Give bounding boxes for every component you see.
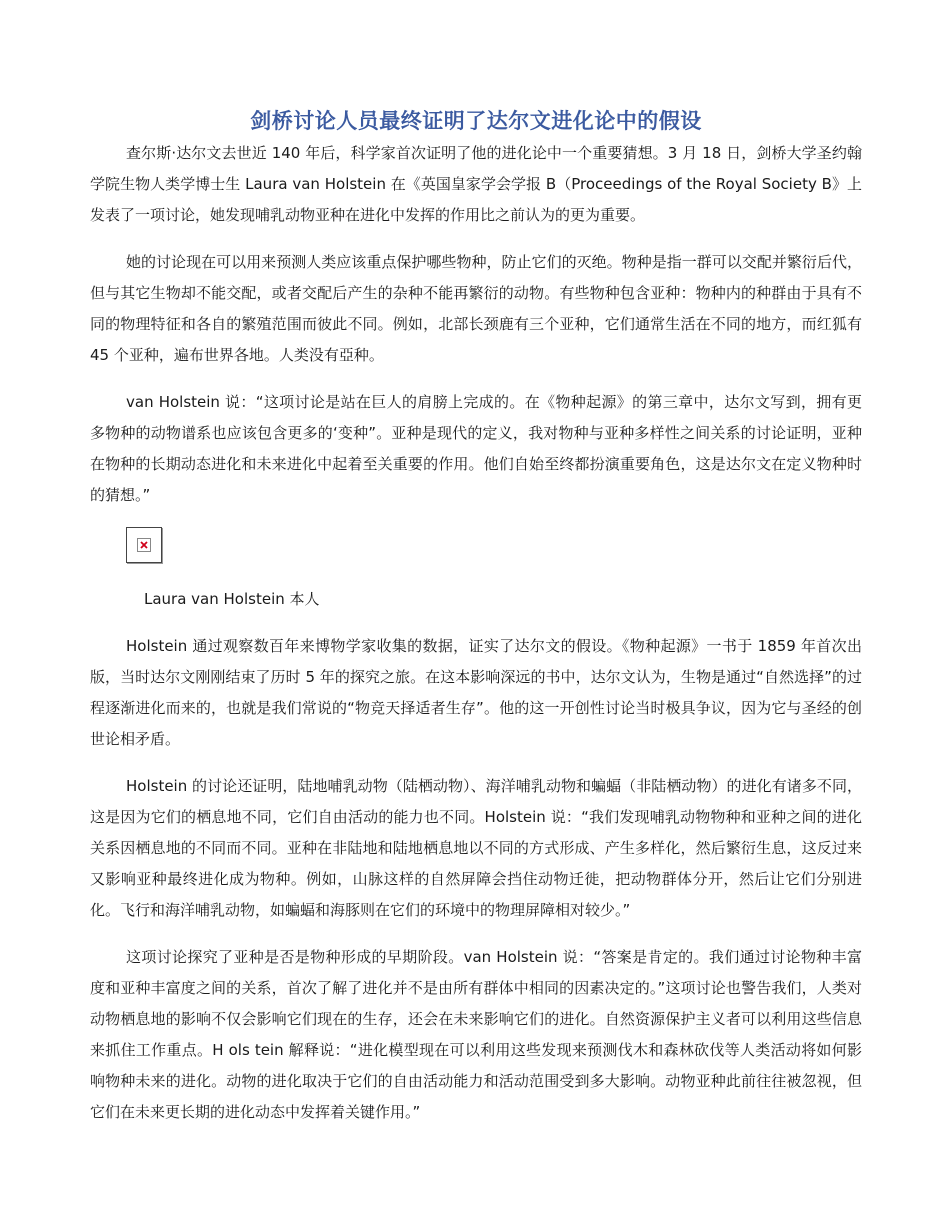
close-icon [139, 540, 149, 550]
article [90, 104, 862, 1144]
paragraph: 查尔斯·达尔文去世近 140 年后，科学家首次证明了他的进化论中一个重要猜想。3 月 18 日，剑桥大学圣约翰学院生物人类学博士生 Laura van Holstein 在《英国皇家学会学报 B（Proceedings of the Royal Society B》上发表了一项讨论，她发现哺乳动物亚种在进化中发挥的作用比之前认为的更为重要。 [90, 144, 862, 224]
figure-caption: Laura van Holstein 本人 [144, 590, 320, 608]
figure [126, 527, 164, 565]
article-title: 剑桥讨论人员最终证明了达尔文进化论中的假设 [250, 108, 702, 133]
broken-image-icon [126, 527, 162, 563]
paragraph: 这项讨论探究了亚种是否是物种形成的早期阶段。van Holstein 说：“答案是肯定的。我们通过讨论物种丰富度和亚种丰富度之间的关系，首次了解了进化并不是由所有群体中相同的因素决定的。”这项讨论也警告我们，人类对动物栖息地的影响不仅会影响它们现在的生存，还会在未来影响它们的进化。自然资源保护主义者可以利用这些信息来抓住工作重点。H ols tein 解释说：“进化模型现在可以利用这些发现来预测伐木和森林砍伐等人类活动将如何影响物种未来的进化。动物的进化取决于它们的自由活动能力和活动范围受到多大影响。动物亚种此前往往被忽视，但它们在未来更长期的进化动态中发挥着关键作用。” [90, 948, 862, 1121]
paragraph: Holstein 的讨论还证明，陆地哺乳动物（陆栖动物）、海洋哺乳动物和蝙蝠（非陆栖动物）的进化有诸多不同，这是因为它们的栖息地不同，它们自由活动的能力也不同。Holstein 说：“我们发现哺乳动物物种和亚种之间的进化关系因栖息地的不同而不同。亚种在非陆地和陆地栖息地以不同的方式形成、产生多样化，然后繁衍生息，这反过来又影响亚种最终进化成为物种。例如，山脉这样的自然屏障会挡住动物迁徙，把动物群体分开，然后让它们分别进化。飞行和海洋哺乳动物，如蝙蝠和海豚则在它们的环境中的物理屏障相对较少。” [90, 777, 862, 919]
paragraph: Holstein 通过观察数百年来博物学家收集的数据，证实了达尔文的假设。《物种起源》一书于 1859 年首次出版，当时达尔文刚刚结束了历时 5 年的探究之旅。在这本影响深远的书中，达尔文认为，生物是通过“自然选择”的过程逐渐进化而来的，也就是我们常说的“物竞天择适者生存”。他的这一开创性讨论当时极具争议，因为它与圣经的创世论相矛盾。 [90, 637, 862, 748]
paragraph: 她的讨论现在可以用来预测人类应该重点保护哪些物种，防止它们的灭绝。物种是指一群可以交配并繁衍后代，但与其它生物却不能交配，或者交配后产生的杂种不能再繁衍的动物。有些物种包含亚种：物种内的种群由于具有不同的物理特征和各自的繁殖范围而彼此不同。例如，北部长颈鹿有三个亚种，它们通常生活在不同的地方，而红狐有 45 个亚种，遍布世界各地。人类没有亞种。 [90, 253, 862, 364]
paragraph: van Holstein 说：“这项讨论是站在巨人的肩膀上完成的。在《物种起源》的第三章中，达尔文写到，拥有更多物种的动物谱系也应该包含更多的‘变种”。亚种是现代的定义，我对物种与亚种多样性之间关系的讨论证明，亚种在物种的长期动态进化和未来进化中起着至关重要的作用。他们自始至终都扮演重要角色，这是达尔文在定义物种时的猜想。” [90, 393, 862, 504]
